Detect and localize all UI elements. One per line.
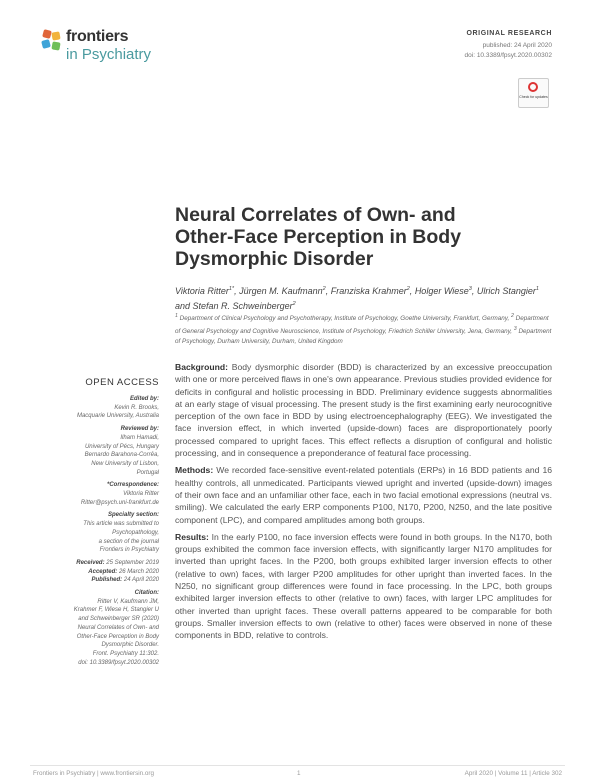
edited-by-label: Edited by: — [129, 396, 159, 402]
citation-line: Other-Face Perception in Body — [76, 633, 159, 640]
published-date: published: 24 April 2020 — [482, 42, 552, 49]
check-updates-icon — [528, 82, 538, 92]
abstract — [175, 361, 552, 647]
affiliation: Department of Clinical Psychology and Psychotherapy, Institute of Psychology, Goethe University, Frankfurt, Germany, — [179, 315, 510, 323]
correspondence-name: Viktoria Ritter — [123, 491, 159, 498]
affiliation-number: 1 — [175, 313, 178, 319]
citation-doi[interactable]: doi: 10.3389/fpsyt.2020.00302 — [78, 659, 159, 666]
received-label: Received: — [76, 559, 105, 566]
reviewer-line: University of Pécs, Hungary — [84, 443, 159, 450]
author-list: Viktoria Ritter$^{1*}$, Jürgen M. Kaufmann$^2$, Franziska Krahmer$^2$, Holger Wiese$^3$, Ulrich Stangier$^1$ and Stefan R. Schweinberger$^2$ — [175, 286, 539, 311]
reviewer-line: Portugal — [136, 469, 159, 476]
citation-label: Citation: — [134, 590, 159, 597]
citation-line: Krahmer F, Wiese H, Stangier U — [73, 607, 159, 614]
citation-line: Front. Psychiatry 11:302. — [92, 650, 159, 657]
author-affiliation-mark: 1* — [228, 286, 235, 292]
citation-line: and Schweinberger SR (2020) — [78, 616, 159, 623]
author-name[interactable]: Ulrich Stangier — [476, 286, 536, 296]
specialty-line: a section of the journal — [98, 538, 159, 545]
background-text: Body dysmorphic disorder (BDD) is characterized by an excessive preoccupation with one or more perceived flaws in one's own appearance. Previous studies provided evidence for deficits in configural and holistic processing in BDD. Preliminary evidence suggests abnormalities at an early stage of visual processing. The present study is the first examining early neurocognitive perception of the own face in BDD by using electroencephalography (EEG). We investigated the face inversion effect, in which inverted (upside-down) faces are disproportionately poorly processed compared to upright faces. This effect reflects a disruption of configural and holistic processing, and in consequence a preponderance of featural face processing. — [175, 362, 552, 459]
specialty-line: Psychopathology, — [112, 529, 159, 536]
article-title: Neural Correlates of Own- and Other-Face Perception in Body Dysmorphic Disorder — [175, 204, 462, 270]
citation-line: Dysmorphic Disorder. — [101, 642, 159, 649]
specialty-line: This article was submitted to — [83, 521, 159, 528]
accepted-date — [30, 568, 159, 577]
abstract-results — [175, 531, 552, 642]
affiliation: Department of General Psychology and Cognitive Neuroscience, Institute of Psychology, Friedrich Schiller University, Jena, Germany, — [175, 315, 549, 336]
brand-name: frontiers — [66, 28, 129, 45]
author-name[interactable]: Franziska Krahmer — [330, 286, 407, 296]
citation-line: Ritter V, Kaufmann JM, — [97, 598, 159, 605]
journal-name: in Psychiatry — [66, 46, 152, 63]
affiliations — [175, 311, 555, 347]
correspondence-label: *Correspondence: — [106, 482, 159, 489]
article-info-sidebar — [30, 395, 159, 667]
reviewer-line: Bernardo Barahona-Corrêa, — [84, 452, 159, 459]
correspondence-email[interactable]: Ritter@psych.uni-frankfurt.de — [80, 499, 159, 506]
received-value: 25 September 2019 — [106, 559, 159, 566]
author-name[interactable]: Holger Wiese — [414, 286, 469, 296]
published-date-sidebar — [30, 576, 159, 585]
footer-volume-info: April 2020 | Volume 11 | Article 302 — [464, 770, 562, 777]
author-affiliation-mark: 1 — [535, 286, 539, 292]
doi-link[interactable]: doi: 10.3389/fpsyt.2020.00302 — [464, 52, 552, 59]
author-name[interactable]: Viktoria Ritter — [175, 286, 229, 296]
author-affiliation-mark: 2 — [406, 286, 410, 292]
published-value: 24 April 2020 — [123, 577, 159, 584]
received-date — [30, 559, 159, 568]
affiliation-number: 2 — [511, 313, 514, 319]
footer-journal-link[interactable]: Frontiers in Psychiatry | www.frontiersin.org — [33, 770, 154, 777]
footer-divider — [30, 765, 565, 766]
abstract-background — [175, 361, 552, 459]
reviewer-line: Ilham Hamadi, — [120, 434, 159, 441]
specialty-line: Frontiers in Psychiatry — [99, 547, 159, 554]
journal-logo[interactable] — [40, 26, 170, 66]
accepted-label: Accepted: — [88, 568, 118, 575]
frontiers-logo-icon — [40, 28, 64, 52]
author-affiliation-mark: 2 — [292, 301, 296, 307]
editor-line: Kevin R. Brooks, — [114, 404, 159, 411]
methods-text: We recorded face-sensitive event-related potentials (ERPs) in 16 BDD patients and 16 healthy controls, all unmedicated. Participants viewed upright and inverted (upside-down) images of their own face and an unfamiliar other face, each in two facial emotional expressions (neutral vs. smiling). We calculated the early ERP components P100, N170, P200, N250, and the late positive component (LPC), and compared amplitudes among both groups. — [175, 465, 553, 525]
author-affiliation-mark: 2 — [322, 286, 326, 292]
results-label: Results: — [175, 531, 209, 542]
author-affiliation-mark: 3 — [468, 286, 472, 292]
accepted-value: 26 March 2020 — [118, 568, 159, 575]
published-label: Published: — [91, 577, 123, 584]
page-number: 1 — [297, 770, 301, 777]
open-access-label: OPEN ACCESS — [85, 377, 159, 388]
methods-label: Methods: — [175, 465, 214, 476]
citation-line: Neural Correlates of Own- and — [77, 624, 159, 631]
reviewer-line: New University of Lisbon, — [91, 460, 159, 467]
check-updates-label: Check for updates — [519, 95, 548, 99]
author-name[interactable]: Jürgen M. Kaufmann — [239, 286, 323, 296]
affiliation-number: 3 — [513, 326, 517, 333]
affiliation: Department of Psychology, Durham University, Durham, United Kingdom — [175, 328, 552, 346]
abstract-methods — [175, 464, 552, 525]
article-type: ORIGINAL RESEARCH — [466, 30, 552, 37]
results-text: In the early P100, no face inversion effects were found in both groups. In the N170, both groups exhibited the common face inversion effects, with significantly larger N170 amplitudes for inverted than upright faces. In the P200, both groups exhibited larger inversion effects to other (relative to own) faces, with larger P200 amplitudes for other upright than inverted faces. In the N250, no significant group differences were found in face processing. In the LPC, both groups exhibited larger inversion effects to other (relative to own) faces, with larger LPC amplitudes for other inverted than upright faces. These overall patterns appeared to be comparable for both groups. Smaller inversion effects to own (relative to other) faces were observed in none of these components in BDD, relative to controls. — [175, 531, 552, 641]
background-label: Background: — [175, 362, 228, 372]
reviewed-by-label: Reviewed by: — [120, 426, 159, 433]
editor-line: Macquarie University, Australia — [76, 413, 159, 420]
check-for-updates-button[interactable] — [518, 78, 549, 108]
specialty-section-label: Specialty section: — [107, 512, 159, 519]
author-name[interactable]: Stefan R. Schweinberger — [192, 301, 293, 311]
